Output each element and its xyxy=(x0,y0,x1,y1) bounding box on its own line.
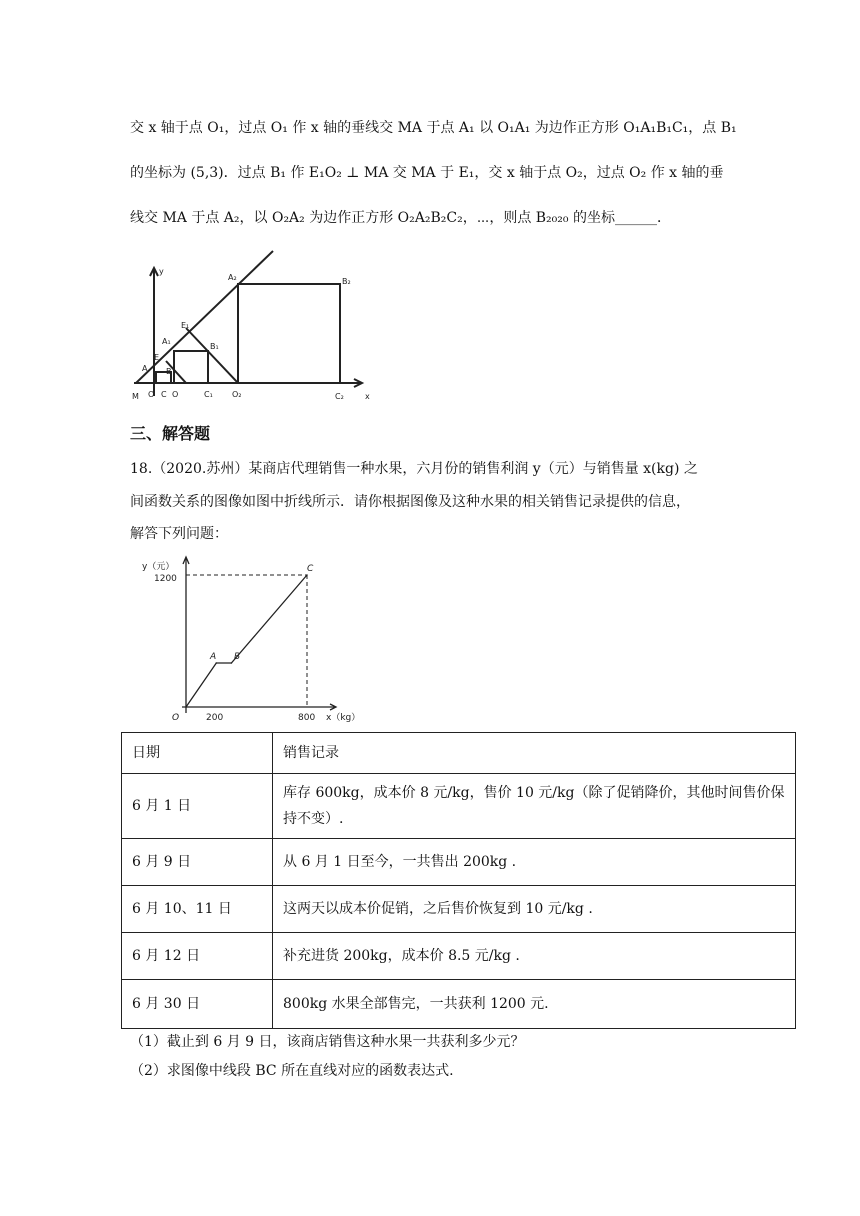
label-b2: B₂ xyxy=(342,277,351,286)
chart-x-tick-800: 800 xyxy=(298,713,316,723)
table-cell-date: 6 月 30 日 xyxy=(122,980,273,1029)
label-a1: A₁ xyxy=(162,337,171,346)
problem18-line3: 解答下列问题： xyxy=(130,526,228,542)
problem17-line3: 线交 MA 于点 A₂，以 O₂A₂ 为边作正方形 O₂A₂B₂C₂，⋯，则点 B₂₀₂₀ 的坐标______． xyxy=(130,210,671,226)
sales-record-table xyxy=(121,732,796,1029)
table-cell-date: 6 月 10、11 日 xyxy=(122,886,273,933)
profit-chart xyxy=(130,553,370,725)
chart-x-tick-200: 200 xyxy=(206,713,224,723)
chart-point-c: C xyxy=(307,564,314,574)
table-cell-record: 从 6 月 1 日至今，一共售出 200kg . xyxy=(273,839,796,886)
label-o-small: O xyxy=(148,390,155,399)
question-2: （2）求图像中线段 BC 所在直线对应的函数表达式. xyxy=(130,1063,454,1079)
label-a2: A₂ xyxy=(228,273,237,282)
label-c2: C₂ xyxy=(335,392,344,401)
problem17-line1: 交 x 轴于点 O₁，过点 O₁ 作 x 轴的垂线交 MA 于点 A₁ 以 O₁A₁ 为边作正方形 O₁A₁B₁C₁，点 B₁ xyxy=(130,120,737,136)
table-cell-date: 6 月 9 日 xyxy=(122,839,273,886)
chart-point-b: B xyxy=(234,652,241,662)
label-b: B xyxy=(166,367,172,376)
chart-y-tick-1200: 1200 xyxy=(154,574,177,584)
chart-point-a: A xyxy=(210,652,217,662)
table-cell-record: 这两天以成本价促销，之后售价恢复到 10 元/kg . xyxy=(273,886,796,933)
chart-origin: O xyxy=(172,713,180,723)
segment-e1-o2 xyxy=(186,328,238,383)
line-ma xyxy=(136,251,273,383)
table-cell-record: 800kg 水果全部售完，一共获利 1200 元. xyxy=(273,980,796,1029)
label-c: C xyxy=(161,390,167,399)
table-cell-date: 6 月 1 日 xyxy=(122,774,273,839)
chart-xlabel: x（kg） xyxy=(326,713,361,723)
table-cell-record: 库存 600kg，成本价 8 元/kg，售价 10 元/kg（除了促销降价，其他时间售价保持不变）. xyxy=(273,774,796,839)
table-row xyxy=(122,839,796,886)
header-date: 日期 xyxy=(122,733,273,774)
label-o: O xyxy=(172,390,179,399)
section-heading: 三、解答题 xyxy=(130,424,211,443)
label-y: y xyxy=(159,267,164,276)
chart-point-marker-C xyxy=(306,574,308,576)
table-row xyxy=(122,886,796,933)
problem18-line1: 18.（2020.苏州）某商店代理销售一种水果，六月份的销售利润 y（元）与销售量 x(kg) 之 xyxy=(130,461,698,477)
table-row xyxy=(122,980,796,1029)
square-construction-figure xyxy=(128,244,378,404)
chart-point-marker-A xyxy=(215,662,217,664)
table-cell-date: 6 月 12 日 xyxy=(122,933,273,980)
chart-point-marker-B xyxy=(231,662,233,664)
label-e1: E₁ xyxy=(181,321,190,330)
label-o2: O₂ xyxy=(232,390,242,399)
square-o2a2b2c2 xyxy=(238,284,340,383)
square-o1a1b1c1 xyxy=(174,351,208,383)
label-e: E xyxy=(154,353,160,362)
chart-point-marker-O xyxy=(185,706,187,708)
table-row xyxy=(122,933,796,980)
table-cell-record: 补充进货 200kg，成本价 8.5 元/kg . xyxy=(273,933,796,980)
problem17-line2: 的坐标为 (5,3)．过点 B₁ 作 E₁O₂ ⊥ MA 交 MA 于 E₁，交 x 轴于点 O₂，过点 O₂ 作 x 轴的垂 xyxy=(130,165,724,181)
label-b1: B₁ xyxy=(210,342,219,351)
table-header-row xyxy=(122,733,796,774)
profit-polyline xyxy=(186,575,307,707)
chart-ylabel: y（元） xyxy=(142,562,175,572)
problem18-line2: 间函数关系的图像如图中折线所示．请你根据图像及这种水果的相关销售记录提供的信息， xyxy=(130,494,690,510)
label-x: x xyxy=(365,392,370,401)
header-record: 销售记录 xyxy=(273,733,796,774)
label-a: A xyxy=(142,364,148,373)
label-c1: C₁ xyxy=(204,390,213,399)
question-1: （1）截止到 6 月 9 日，该商店销售这种水果一共获利多少元？ xyxy=(130,1034,525,1050)
table-row xyxy=(122,774,796,839)
label-m: M xyxy=(132,392,139,401)
